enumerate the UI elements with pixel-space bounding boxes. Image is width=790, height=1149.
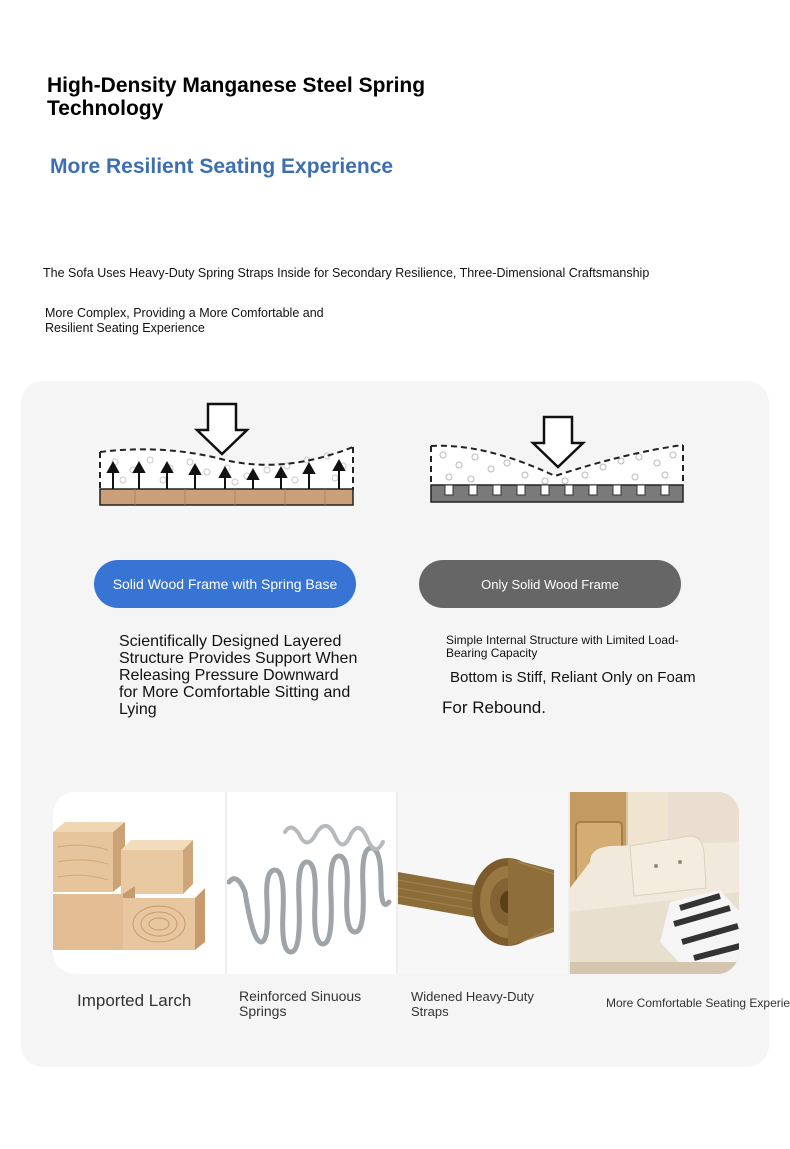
- sinuous-spring-icon: [227, 792, 397, 974]
- spring-base-description: Scientifically Designed Layered Structure Provides Support When Releasing Pressure Downward for More Comfortable Sitting and Lying: [119, 633, 358, 718]
- caption-comfort: More Comfortable Seating Experie: [606, 996, 790, 1010]
- caption-springs: Reinforced Sinuous Springs: [239, 988, 362, 1019]
- caption-larch: Imported Larch: [77, 991, 192, 1010]
- strap-roll-icon: [398, 792, 568, 974]
- sofa-photo-icon: [570, 792, 740, 974]
- spring-base-label: Solid Wood Frame with Spring Base: [94, 560, 356, 608]
- intro-line-2: More Complex, Providing a More Comfortable and Resilient Seating Experience: [45, 306, 324, 335]
- solid-wood-description-3: For Rebound.: [442, 698, 546, 717]
- intro-line-1: The Sofa Uses Heavy-Duty Spring Straps Inside for Secondary Resilience, Three-Dimensional Craftsmanship: [43, 266, 650, 280]
- page-subtitle: More Resilient Seating Experience: [50, 155, 394, 178]
- page-title: High-Density Manganese Steel Spring Technology: [47, 74, 426, 120]
- solid-wood-label: Only Solid Wood Frame: [419, 560, 681, 608]
- caption-straps: Widened Heavy-Duty Straps: [411, 989, 534, 1019]
- solid-wood-description-1: Simple Internal Structure with Limited Load-Bearing Capacity: [446, 633, 679, 660]
- materials-photo-strip: [53, 792, 739, 974]
- spring-base-diagram: [95, 400, 360, 512]
- solid-wood-diagram: [425, 413, 690, 508]
- larch-wood-blocks-icon: [53, 792, 225, 974]
- solid-wood-description-2: Bottom is Stiff, Reliant Only on Foam: [450, 669, 696, 686]
